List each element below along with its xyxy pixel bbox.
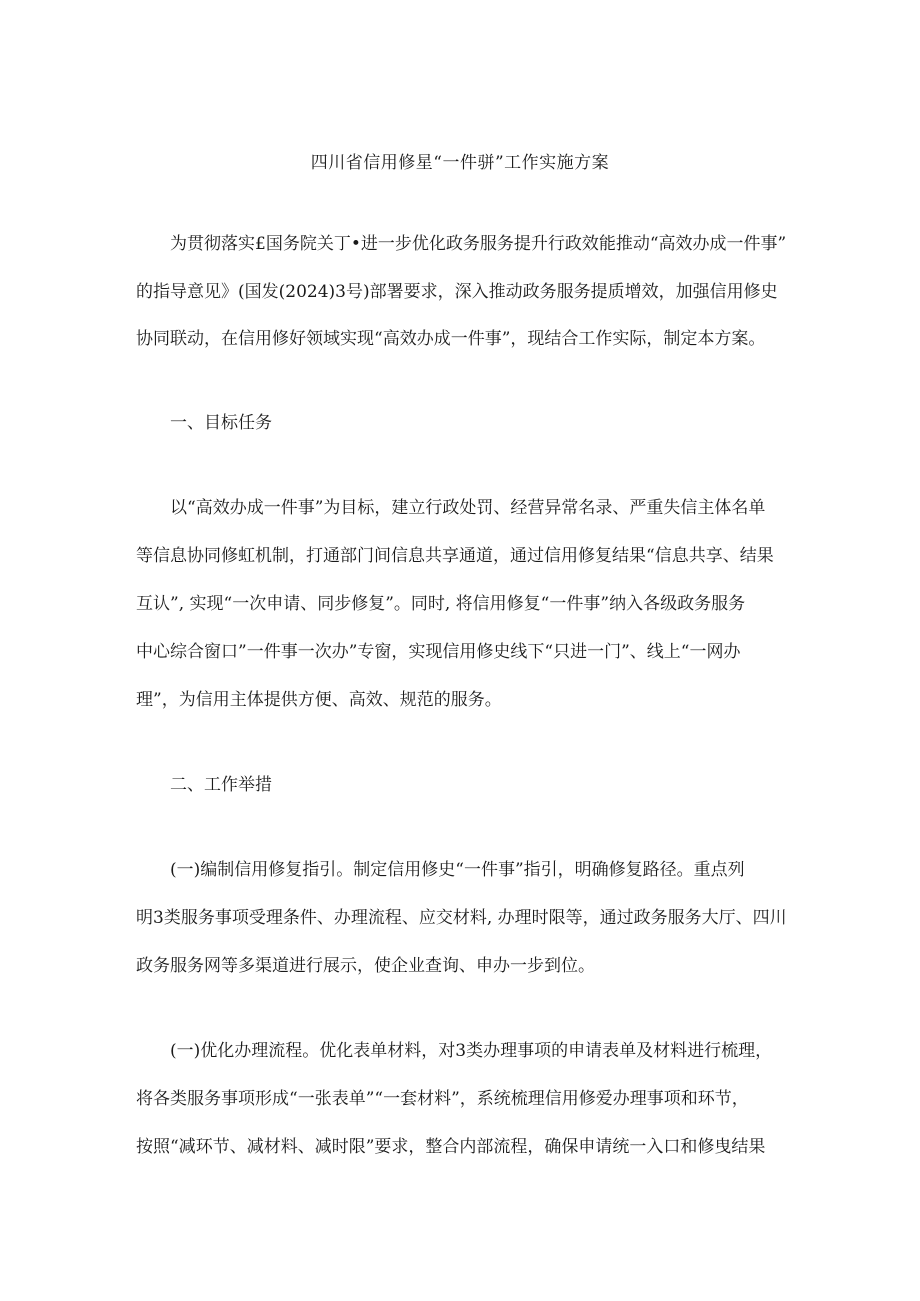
- section1-heading: 一、目标任务: [170, 413, 272, 433]
- section1-line-1: 以“高效办成一件事”为目标，建立行政处罚、经营异常名录、严重失信主体名单: [170, 498, 766, 518]
- section2-item2-line-2: 将各类服务事项形成“一张表单”“一套材料”，系统梳理信用修爱办理事项和环节，: [136, 1089, 749, 1109]
- section2-item2-line-1: (一)优化办理流程。优化表单材料，对3类办理事项的申请表单及材料进行梳理，: [170, 1041, 773, 1061]
- intro-line-2: 的指导意见》(国发(2024)3号)部署要求，深入推动政务服务提质增效，加强信用修史: [136, 282, 778, 302]
- section2-item1-line-1: (一)编制信用修复指引。制定信用修史“一件事”指引，明确修复路径。重点列: [170, 860, 745, 880]
- intro-line-3: 协同联动，在信用修好领域实现“高效办成一件事”，现结合工作实际，制定本方案。: [136, 329, 766, 349]
- section2-item2-line-3: 按照“减环节、减材料、减时限”要求，整合内部流程，确保申请统一入口和修曳结果: [136, 1137, 766, 1157]
- section2-heading: 二、工作举措: [170, 775, 272, 795]
- document-title: 四川省信用修星“一件骈”工作实施方案: [310, 153, 610, 173]
- section2-item1-line-3: 政务服务网等多渠道进行展示，使企业查询、申办一步到位。: [136, 956, 595, 976]
- section1-line-2: 等信息协同修虹机制，打通部门间信息共享通道，通过信用修复结果“信息共享、结果: [136, 546, 774, 566]
- section1-line-5: 理”，为信用主体提供方便、高效、规范的服务。: [136, 690, 502, 710]
- section1-line-4: 中心综合窗口”一件事一次办”专窗，实现信用修史线下“只进一门”、线上“一网办: [136, 642, 741, 662]
- section1-line-3: 互认”, 实现“一次申请、同步修复”。同时, 将信用修复“一件事”纳入各级政务服务: [136, 594, 746, 614]
- intro-line-1: 为贯彻落实£国务院关丁•进一步优化政务服务提升行政效能推动“高效办成一件事”: [170, 234, 787, 254]
- section2-item1-line-2: 明3类服务事项受理条件、办理流程、应交材料, 办理时限等，通过政务服务大厅、四川: [136, 908, 787, 928]
